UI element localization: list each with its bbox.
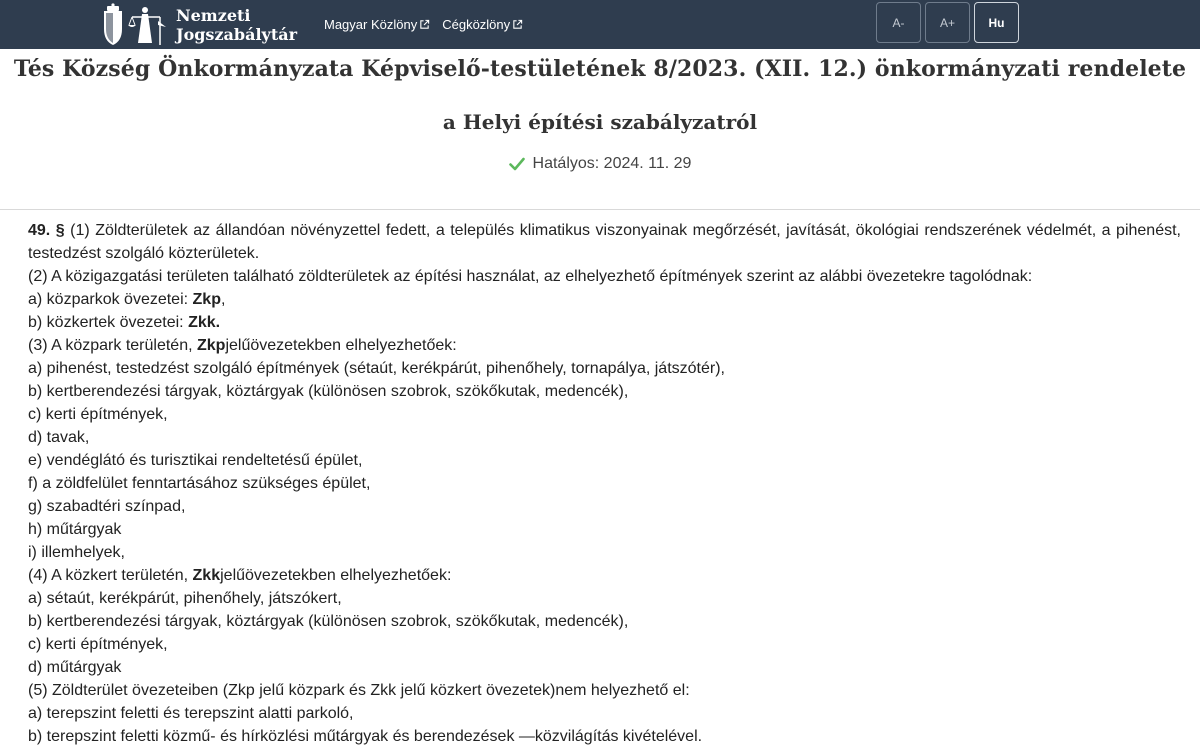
document-body — [28, 219, 1181, 748]
font-smaller-button[interactable]: A- — [876, 2, 921, 43]
paragraph-6-text: (4) A közkert területén, — [28, 567, 193, 584]
zone-code-zkp: Zkp — [192, 291, 221, 308]
coat-of-arms-and-justice-icon — [100, 3, 168, 47]
paragraph-4-text: b) közkertek övezetei: — [28, 314, 189, 331]
paragraph-7: (5) Zöldterület övezeteiben (Zkp jelű közpark és Zkk jelű közkert övezetek)nem helyezhető el: — [28, 682, 690, 699]
list-item: d) tavak, — [28, 429, 90, 446]
document-title: Tés Község Önkormányzata Képviselő-testületének 8/2023. (XII. 12.) önkormányzati rendelete — [13, 56, 1187, 82]
external-link-icon — [512, 19, 523, 30]
list-item: a) sétaút, kerékpárút, pihenőhely, játszókert, — [28, 590, 342, 607]
paragraph-4 — [28, 311, 1181, 334]
language-button[interactable]: Hu — [974, 2, 1019, 43]
paragraph-6 — [28, 564, 1181, 587]
paragraph-5-text: (3) A közpark területén, — [28, 337, 197, 354]
paragraph-5-suffix: jelűövezetekben elhelyezhetőek: — [225, 337, 457, 354]
zone-code-zkk: Zkk. — [188, 314, 221, 331]
list-item: b) kertberendezési tárgyak, köztárgyak (különösen szobrok, szökőkutak, medencék), — [28, 383, 629, 400]
logo-text — [176, 6, 297, 44]
validity-label: Hatályos: 2024. 11. 29 — [532, 155, 692, 172]
logo-line-2: Jogszabálytár — [176, 24, 298, 44]
display-tools — [876, 2, 1019, 43]
check-icon — [509, 157, 525, 171]
cegkozlony-label: Cégközlöny — [442, 17, 511, 32]
zone-code-zkp: Zkp — [196, 337, 226, 354]
section-number: 49. § — [28, 222, 65, 239]
list-item: g) szabadtéri színpad, — [28, 498, 186, 515]
list-item: h) műtárgyak — [28, 521, 122, 538]
list-item: b) kertberendezési tárgyak, köztárgyak (különösen szobrok, szökőkutak, medencék), — [28, 613, 629, 630]
magyar-kozlony-link[interactable] — [324, 17, 430, 32]
paragraph-3-text: a) közparkok övezetei: — [28, 291, 193, 308]
list-item: f) a zöldfelület fenntartásához szükséges épület, — [28, 475, 371, 492]
document-header — [0, 49, 1200, 210]
cegkozlony-link[interactable] — [442, 17, 523, 32]
paragraph-3 — [28, 288, 1181, 311]
external-link-icon — [419, 19, 430, 30]
logo-line-1: Nemzeti — [176, 5, 251, 25]
zone-code-zkk: Zkk — [192, 567, 221, 584]
site-logo[interactable] — [100, 2, 297, 47]
list-item: c) kerti építmények, — [28, 406, 168, 423]
paragraph-3-suffix: , — [220, 291, 226, 308]
list-item: a) terepszint feletti és terepszint alatti parkoló, — [28, 705, 354, 722]
font-larger-button[interactable]: A+ — [925, 2, 970, 43]
paragraph-5 — [28, 334, 1181, 357]
paragraph-1-text: (1) Zöldterületek az állandóan növényzettel fedett, a település klimatikus viszonyainak megőrzését, javítását, ökológiai rendszerének védelmét, a pihenést, testedzést szolgáló közterületek. — [28, 222, 1181, 262]
list-item: b) terepszint feletti közmű- és hírközlési műtárgyak és berendezések —közvilágítás kivételével. — [28, 728, 703, 745]
paragraph-6-suffix: jelűövezetekben elhelyezhetőek: — [220, 567, 452, 584]
magyar-kozlony-label: Magyar Közlöny — [324, 17, 418, 32]
document-subtitle: a Helyi építési szabályzatról — [442, 110, 758, 134]
top-navigation-bar — [0, 0, 1200, 49]
list-item: c) kerti építmények, — [28, 636, 168, 653]
list-item: e) vendéglátó és turisztikai rendeltetésű épület, — [28, 452, 363, 469]
header-links — [324, 0, 523, 49]
list-item: i) illemhelyek, — [28, 544, 125, 561]
list-item: a) pihenést, testedzést szolgáló építmények (sétaút, kerékpárút, pihenőhely, tornapálya, játszótér), — [28, 360, 725, 377]
validity-status — [0, 155, 1200, 173]
list-item: d) műtárgyak — [28, 659, 122, 676]
paragraph-2: (2) A közigazgatási területen található zöldterületek az építési használat, az elhelyezhető építmények szerint az alábbi övezetekre tagolódnak: — [28, 268, 1033, 285]
paragraph-1 — [28, 219, 1181, 265]
